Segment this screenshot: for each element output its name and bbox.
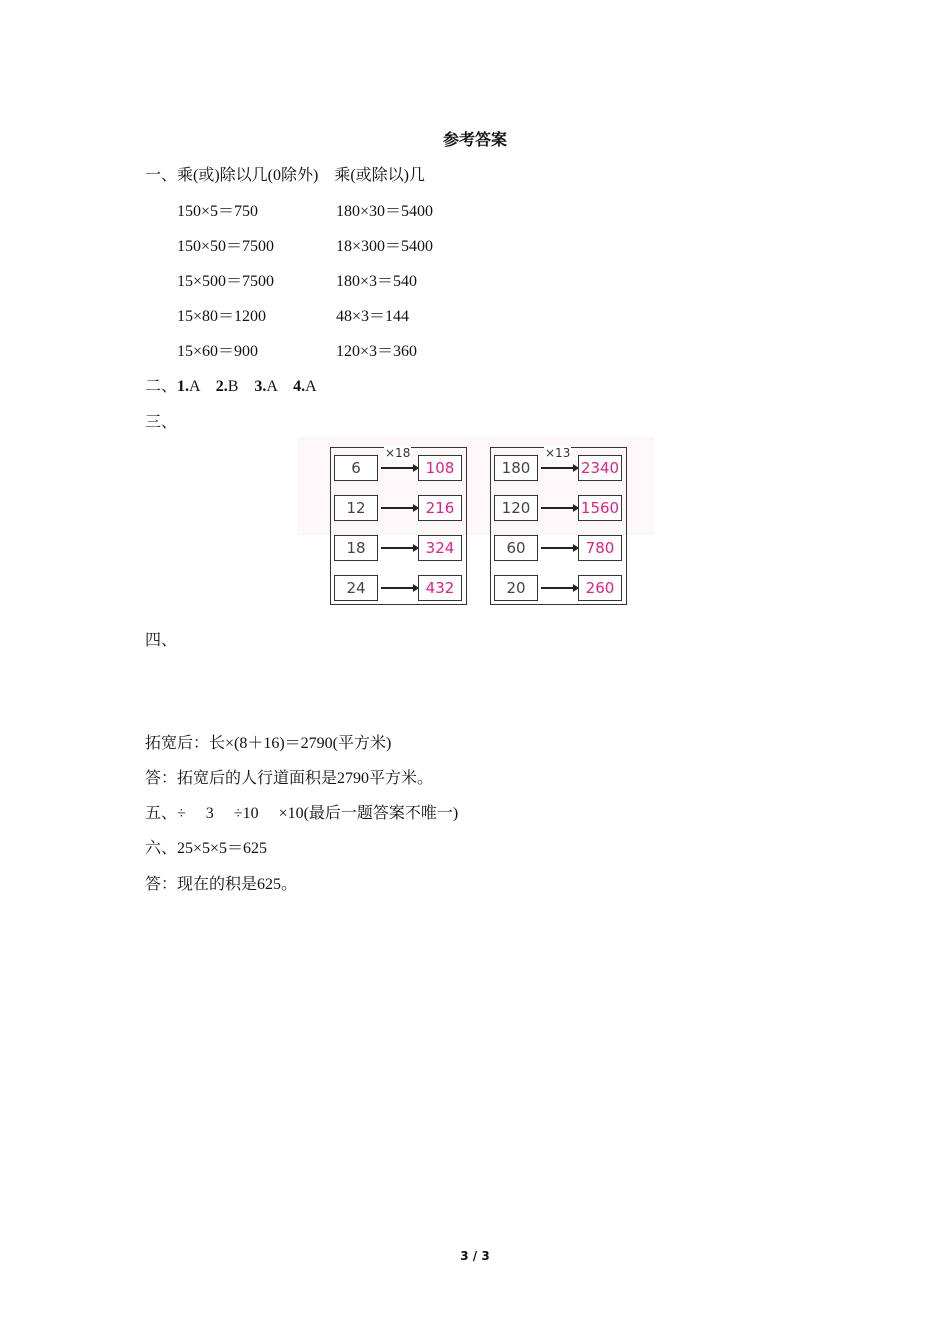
arrow-icon xyxy=(381,467,415,469)
arrow-icon xyxy=(381,507,415,509)
output-box: 260 xyxy=(578,575,622,601)
output-box: 2340 xyxy=(578,455,622,481)
s1-r2-left: 150×50＝7500 xyxy=(177,238,275,255)
page-number: 3 / 3 xyxy=(460,1249,490,1263)
panel2-row xyxy=(491,495,626,523)
section3-heading: 三、 xyxy=(145,414,178,431)
arrow-icon xyxy=(541,507,575,509)
q2-num: 2. xyxy=(215,378,228,395)
s1-r4-left: 15×80＝1200 xyxy=(177,308,267,325)
operator-label: ×18 xyxy=(385,446,411,460)
section1-heading: 一、乘(或)除以几(0除外) 乘(或除以)几 xyxy=(145,167,425,184)
arrow-icon xyxy=(541,587,575,589)
section6-line1: 六、25×5×5＝625 xyxy=(145,840,268,857)
output-box: 780 xyxy=(578,535,622,561)
s1-r3-left: 15×500＝7500 xyxy=(177,273,275,290)
q3-num: 3. xyxy=(254,378,267,395)
panel-x13 xyxy=(490,447,627,605)
arrow-icon xyxy=(381,547,415,549)
panel2-row xyxy=(491,575,626,603)
q4-num: 4. xyxy=(293,378,306,395)
panel1-row xyxy=(331,446,466,483)
section2-prefix: 二、 xyxy=(145,378,178,395)
s1-r3-right: 180×3＝540 xyxy=(336,273,418,290)
s1-r1-left: 150×5＝750 xyxy=(177,203,259,220)
q2-answer: B xyxy=(227,378,239,395)
q4-answer: A xyxy=(305,378,317,395)
q1-answer: A xyxy=(189,378,200,395)
output-box: 216 xyxy=(418,495,462,521)
output-box: 432 xyxy=(418,575,462,601)
input-box: 6 xyxy=(334,455,378,481)
operator-label: ×13 xyxy=(545,446,571,460)
panel1-row xyxy=(331,535,466,563)
input-box: 180 xyxy=(494,455,538,481)
arrow-icon xyxy=(541,467,575,469)
s1-r5-left: 15×60＝900 xyxy=(177,343,259,360)
panel2-row xyxy=(491,535,626,563)
panel1-row xyxy=(331,495,466,523)
section4-line1: 拓宽后：长×(8＋16)＝2790(平方米) xyxy=(145,735,392,752)
section6-line2: 答：现在的积是625。 xyxy=(145,876,298,893)
input-box: 20 xyxy=(494,575,538,601)
output-box: 108 xyxy=(418,455,462,481)
output-box: 1560 xyxy=(578,495,622,521)
input-box: 12 xyxy=(334,495,378,521)
input-box: 60 xyxy=(494,535,538,561)
q3-answer: A xyxy=(266,378,278,395)
multiplication-figure xyxy=(297,437,654,607)
s1-r5-right: 120×3＝360 xyxy=(336,343,418,360)
input-box: 18 xyxy=(334,535,378,561)
input-box: 24 xyxy=(334,575,378,601)
section5-line: 五、÷ 3 ÷10 ×10(最后一题答案不唯一) xyxy=(145,805,459,822)
section4-heading: 四、 xyxy=(145,632,178,649)
panel-x18 xyxy=(330,447,467,605)
s1-r4-right: 48×3＝144 xyxy=(336,308,410,325)
panel1-row xyxy=(331,575,466,603)
output-box: 324 xyxy=(418,535,462,561)
s1-r1-right: 180×30＝5400 xyxy=(336,203,434,220)
input-box: 120 xyxy=(494,495,538,521)
s1-r2-right: 18×300＝5400 xyxy=(336,238,434,255)
q1-num: 1. xyxy=(177,378,190,395)
arrow-icon xyxy=(381,587,415,589)
section2-line xyxy=(145,373,317,396)
page-title: 参考答案 xyxy=(442,132,507,149)
arrow-icon xyxy=(541,547,575,549)
section4-line2: 答：拓宽后的人行道面积是2790平方米。 xyxy=(145,770,434,787)
panel2-row xyxy=(491,446,626,483)
